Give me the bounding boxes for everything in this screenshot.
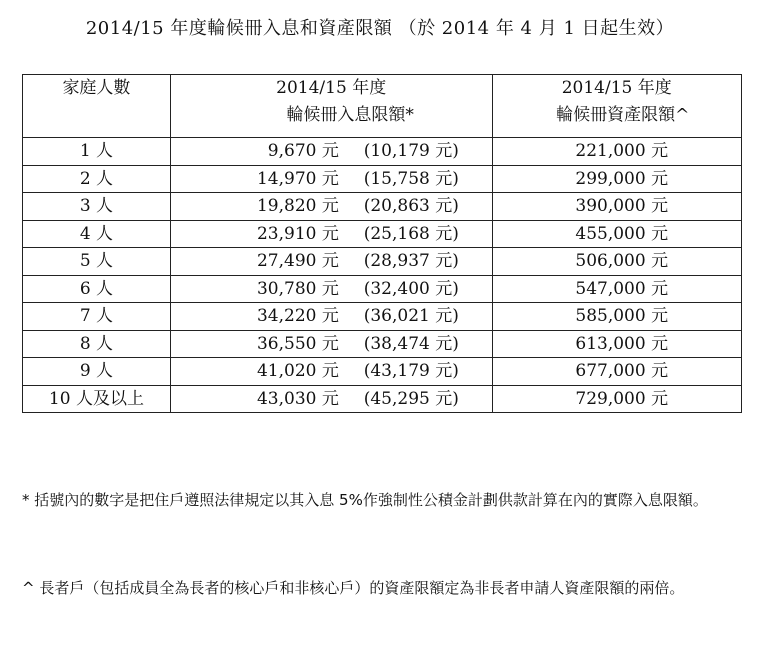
asset-limit-value: 299,000 元 [575, 168, 669, 189]
asset-limit-cell [492, 220, 742, 248]
income-limit-actual: (45,295 元) [363, 388, 459, 409]
asset-limit-cell [492, 193, 742, 221]
income-asset-limits-table [22, 74, 742, 413]
asset-limit-value: 729,000 元 [575, 388, 669, 409]
table-row [23, 275, 742, 303]
header-asset-line2: 輪候冊資產限額^ [556, 105, 690, 125]
income-limit-value: 14,970 元 [256, 168, 339, 189]
table-row [23, 330, 742, 358]
income-limit-actual: (38,474 元) [363, 333, 459, 354]
asset-limit-value: 585,000 元 [575, 306, 669, 327]
income-limit-actual: (43,179 元) [363, 361, 459, 382]
page-title: 2014/15 年度輪候冊入息和資產限額 （於 2014 年 4 月 1 日起生效） [85, 18, 675, 39]
income-limit-cell [170, 138, 492, 166]
household-size-cell: 2 人 [23, 165, 171, 193]
income-limit-cell [170, 193, 492, 221]
table-row [23, 248, 742, 276]
asset-limit-value: 221,000 元 [575, 141, 669, 162]
asset-limit-value: 677,000 元 [575, 361, 669, 382]
income-limit-cell [170, 248, 492, 276]
income-limit-value: 27,490 元 [256, 251, 339, 272]
household-size-cell: 9 人 [23, 358, 171, 386]
income-limit-actual: (32,400 元) [363, 278, 459, 299]
income-limit-cell [170, 303, 492, 331]
asset-limit-cell [492, 330, 742, 358]
income-limit-value: 43,030 元 [256, 388, 339, 409]
asset-limit-value: 455,000 元 [575, 223, 669, 244]
asset-limit-cell [492, 358, 742, 386]
income-limit-value: 23,910 元 [256, 223, 339, 244]
household-size-cell: 1 人 [23, 138, 171, 166]
asset-limit-cell [492, 275, 742, 303]
asset-limit-cell [492, 165, 742, 193]
table-header-row [23, 75, 742, 138]
income-limit-actual: (36,021 元) [363, 306, 459, 327]
income-limit-cell [170, 165, 492, 193]
household-size-cell: 7 人 [23, 303, 171, 331]
household-size-cell: 6 人 [23, 275, 171, 303]
income-limit-footnote: * 括號內的數字是把住戶遵照法律規定以其入息 5%作強制性公積金計劃供款計算在內的實際入息限額。 [22, 491, 708, 509]
table-row [23, 303, 742, 331]
income-limit-cell [170, 358, 492, 386]
table-row [23, 165, 742, 193]
header-asset-line1: 2014/15 年度 [561, 78, 672, 98]
header-asset-limit [492, 75, 742, 138]
asset-limit-value: 547,000 元 [575, 278, 669, 299]
income-limit-actual: (15,758 元) [363, 168, 459, 189]
income-limit-cell [170, 385, 492, 413]
table-row [23, 385, 742, 413]
income-limit-actual: (20,863 元) [363, 196, 459, 217]
table-row [23, 220, 742, 248]
income-limit-value: 30,780 元 [256, 278, 339, 299]
asset-limit-footnote: ^ 長者戶（包括成員全為長者的核心戶和非核心戶）的資產限額定為非長者申請人資產限額的兩倍。 [22, 579, 685, 597]
household-size-cell: 4 人 [23, 220, 171, 248]
income-limit-cell [170, 275, 492, 303]
table-row [23, 358, 742, 386]
household-size-cell: 10 人及以上 [23, 385, 171, 413]
income-limit-value: 34,220 元 [256, 306, 339, 327]
household-size-cell: 5 人 [23, 248, 171, 276]
household-size-cell: 8 人 [23, 330, 171, 358]
header-income-limit [170, 75, 492, 138]
income-limit-value: 9,670 元 [267, 141, 339, 162]
income-limit-cell [170, 330, 492, 358]
asset-limit-cell [492, 303, 742, 331]
header-household-size: 家庭人數 [23, 75, 171, 138]
table-row [23, 138, 742, 166]
income-limit-value: 19,820 元 [256, 196, 339, 217]
income-limit-actual: (10,179 元) [363, 141, 459, 162]
asset-limit-value: 613,000 元 [575, 333, 669, 354]
header-income-line1: 2014/15 年度 [276, 78, 387, 98]
table-row [23, 193, 742, 221]
household-size-cell: 3 人 [23, 193, 171, 221]
income-limit-actual: (28,937 元) [363, 251, 459, 272]
header-income-line2: 輪候冊入息限額* [286, 105, 414, 125]
income-limit-actual: (25,168 元) [363, 223, 459, 244]
income-limit-value: 41,020 元 [256, 361, 339, 382]
income-limit-value: 36,550 元 [256, 333, 339, 354]
asset-limit-cell [492, 385, 742, 413]
asset-limit-cell [492, 138, 742, 166]
asset-limit-value: 506,000 元 [575, 251, 669, 272]
income-limit-cell [170, 220, 492, 248]
asset-limit-value: 390,000 元 [575, 196, 669, 217]
asset-limit-cell [492, 248, 742, 276]
